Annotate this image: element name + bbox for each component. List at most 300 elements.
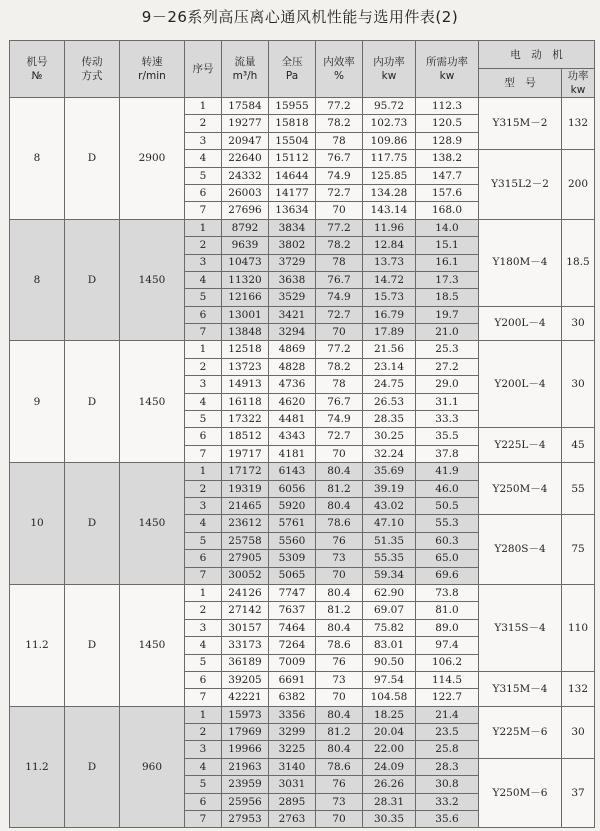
- header-motor-model: 型 号: [479, 69, 562, 98]
- cell-required-power: 41.9: [416, 463, 479, 480]
- cell-required-power: 147.7: [416, 167, 479, 184]
- cell-flow: 19277: [222, 115, 269, 132]
- cell-inner-power: 16.79: [363, 306, 416, 323]
- cell-efficiency: 70: [316, 689, 363, 706]
- cell-required-power: 19.7: [416, 306, 479, 323]
- table-body: [10, 98, 595, 828]
- header-drive: 传动 方式: [65, 41, 120, 98]
- group-machine-no: 11.2: [10, 584, 65, 706]
- cell-inner-power: 97.54: [363, 671, 416, 688]
- cell-inner-power: 26.26: [363, 776, 416, 793]
- cell-seq: 3: [185, 254, 222, 271]
- cell-flow: 13723: [222, 358, 269, 375]
- cell-seq: 7: [185, 324, 222, 341]
- motor-model: Y315S－4: [479, 584, 562, 671]
- cell-seq: 1: [185, 463, 222, 480]
- cell-pressure: 4828: [269, 358, 316, 375]
- cell-inner-power: 117.75: [363, 150, 416, 167]
- cell-efficiency: 78.2: [316, 358, 363, 375]
- cell-efficiency: 76.7: [316, 271, 363, 288]
- cell-seq: 3: [185, 619, 222, 636]
- cell-flow: 27905: [222, 550, 269, 567]
- cell-required-power: 33.3: [416, 411, 479, 428]
- cell-pressure: 7637: [269, 602, 316, 619]
- cell-required-power: 16.1: [416, 254, 479, 271]
- cell-seq: 1: [185, 584, 222, 601]
- cell-flow: 12518: [222, 341, 269, 358]
- cell-inner-power: 39.19: [363, 480, 416, 497]
- cell-inner-power: 28.35: [363, 411, 416, 428]
- cell-inner-power: 32.24: [363, 445, 416, 462]
- cell-pressure: 4181: [269, 445, 316, 462]
- cell-flow: 17172: [222, 463, 269, 480]
- cell-required-power: 18.5: [416, 289, 479, 306]
- cell-inner-power: 109.86: [363, 132, 416, 149]
- group-machine-no: 8: [10, 219, 65, 341]
- cell-pressure: 7264: [269, 637, 316, 654]
- cell-flow: 16118: [222, 393, 269, 410]
- cell-required-power: 112.3: [416, 98, 479, 115]
- header-machine-no: 机号 №: [10, 41, 65, 98]
- group-speed: 960: [120, 706, 185, 828]
- cell-inner-power: 62.90: [363, 584, 416, 601]
- cell-inner-power: 24.09: [363, 758, 416, 775]
- cell-required-power: 21.4: [416, 706, 479, 723]
- cell-inner-power: 26.53: [363, 393, 416, 410]
- cell-seq: 7: [185, 202, 222, 219]
- cell-seq: 6: [185, 550, 222, 567]
- cell-pressure: 3638: [269, 271, 316, 288]
- cell-seq: 5: [185, 289, 222, 306]
- cell-pressure: 6691: [269, 671, 316, 688]
- group-speed: 1450: [120, 341, 185, 463]
- cell-efficiency: 73: [316, 793, 363, 810]
- cell-required-power: 89.0: [416, 619, 479, 636]
- cell-efficiency: 73: [316, 550, 363, 567]
- header-motor-power: 功率 kw: [562, 69, 595, 98]
- cell-flow: 36189: [222, 654, 269, 671]
- cell-inner-power: 11.96: [363, 219, 416, 236]
- cell-seq: 5: [185, 411, 222, 428]
- cell-efficiency: 80.4: [316, 741, 363, 758]
- cell-flow: 24332: [222, 167, 269, 184]
- cell-pressure: 15955: [269, 98, 316, 115]
- cell-inner-power: 51.35: [363, 532, 416, 549]
- cell-flow: 23959: [222, 776, 269, 793]
- cell-efficiency: 70: [316, 567, 363, 584]
- header-speed: 转速 r/min: [120, 41, 185, 98]
- cell-inner-power: 59.34: [363, 567, 416, 584]
- cell-seq: 1: [185, 341, 222, 358]
- cell-efficiency: 80.4: [316, 584, 363, 601]
- cell-flow: 11320: [222, 271, 269, 288]
- cell-efficiency: 76: [316, 532, 363, 549]
- cell-seq: 2: [185, 115, 222, 132]
- cell-pressure: 7747: [269, 584, 316, 601]
- cell-seq: 4: [185, 637, 222, 654]
- cell-inner-power: 83.01: [363, 637, 416, 654]
- header-pressure: 全压 Pa: [269, 41, 316, 98]
- cell-efficiency: 70: [316, 324, 363, 341]
- group-speed: 1450: [120, 463, 185, 585]
- cell-required-power: 33.2: [416, 793, 479, 810]
- group-drive: D: [65, 463, 120, 585]
- cell-required-power: 14.0: [416, 219, 479, 236]
- cell-pressure: 5309: [269, 550, 316, 567]
- cell-seq: 6: [185, 306, 222, 323]
- cell-pressure: 5920: [269, 497, 316, 514]
- cell-required-power: 25.8: [416, 741, 479, 758]
- cell-pressure: 15818: [269, 115, 316, 132]
- cell-seq: 3: [185, 376, 222, 393]
- cell-efficiency: 76.7: [316, 393, 363, 410]
- cell-efficiency: 81.2: [316, 602, 363, 619]
- cell-pressure: 3031: [269, 776, 316, 793]
- cell-inner-power: 102.73: [363, 115, 416, 132]
- motor-power: 30: [562, 341, 595, 428]
- cell-pressure: 5065: [269, 567, 316, 584]
- cell-required-power: 37.8: [416, 445, 479, 462]
- cell-efficiency: 78: [316, 254, 363, 271]
- cell-flow: 18512: [222, 428, 269, 445]
- cell-flow: 9639: [222, 237, 269, 254]
- cell-seq: 5: [185, 654, 222, 671]
- cell-flow: 19319: [222, 480, 269, 497]
- cell-efficiency: 80.4: [316, 706, 363, 723]
- cell-required-power: 60.3: [416, 532, 479, 549]
- cell-inner-power: 22.00: [363, 741, 416, 758]
- cell-required-power: 31.1: [416, 393, 479, 410]
- cell-efficiency: 72.7: [316, 428, 363, 445]
- cell-pressure: 3299: [269, 724, 316, 741]
- cell-flow: 17584: [222, 98, 269, 115]
- cell-efficiency: 81.2: [316, 724, 363, 741]
- cell-seq: 7: [185, 445, 222, 462]
- cell-pressure: 7009: [269, 654, 316, 671]
- cell-pressure: 3294: [269, 324, 316, 341]
- cell-required-power: 17.3: [416, 271, 479, 288]
- cell-inner-power: 20.04: [363, 724, 416, 741]
- cell-pressure: 3529: [269, 289, 316, 306]
- cell-required-power: 114.5: [416, 671, 479, 688]
- cell-efficiency: 78: [316, 132, 363, 149]
- cell-required-power: 46.0: [416, 480, 479, 497]
- cell-efficiency: 81.2: [316, 480, 363, 497]
- header-seq: 序号: [185, 41, 222, 98]
- cell-efficiency: 70: [316, 202, 363, 219]
- motor-power: 132: [562, 98, 595, 150]
- cell-seq: 5: [185, 532, 222, 549]
- cell-flow: 17322: [222, 411, 269, 428]
- cell-seq: 4: [185, 515, 222, 532]
- cell-pressure: 5560: [269, 532, 316, 549]
- cell-required-power: 168.0: [416, 202, 479, 219]
- cell-required-power: 21.0: [416, 324, 479, 341]
- cell-flow: 20947: [222, 132, 269, 149]
- group-drive: D: [65, 584, 120, 706]
- cell-inner-power: 30.35: [363, 811, 416, 828]
- cell-required-power: 27.2: [416, 358, 479, 375]
- cell-seq: 6: [185, 184, 222, 201]
- header-efficiency: 内效率 %: [316, 41, 363, 98]
- cell-required-power: 35.5: [416, 428, 479, 445]
- cell-efficiency: 72.7: [316, 306, 363, 323]
- group-machine-no: 8: [10, 98, 65, 220]
- cell-inner-power: 17.89: [363, 324, 416, 341]
- cell-required-power: 30.8: [416, 776, 479, 793]
- group-drive: D: [65, 219, 120, 341]
- cell-required-power: 138.2: [416, 150, 479, 167]
- cell-seq: 5: [185, 167, 222, 184]
- cell-efficiency: 80.4: [316, 497, 363, 514]
- cell-seq: 4: [185, 150, 222, 167]
- cell-pressure: 5761: [269, 515, 316, 532]
- page-title: 9－26系列高压离心通风机性能与选用件表(2): [141, 8, 459, 26]
- table-row: [10, 219, 595, 236]
- cell-required-power: 120.5: [416, 115, 479, 132]
- cell-seq: 2: [185, 358, 222, 375]
- cell-required-power: 23.5: [416, 724, 479, 741]
- cell-seq: 4: [185, 271, 222, 288]
- motor-model: Y225L－4: [479, 428, 562, 463]
- cell-pressure: 2763: [269, 811, 316, 828]
- cell-pressure: 4620: [269, 393, 316, 410]
- motor-model: Y200L－4: [479, 306, 562, 341]
- motor-model: Y250M－6: [479, 758, 562, 828]
- motor-model: Y315M－4: [479, 671, 562, 706]
- cell-flow: 23612: [222, 515, 269, 532]
- cell-flow: 15973: [222, 706, 269, 723]
- cell-required-power: 122.7: [416, 689, 479, 706]
- cell-seq: 7: [185, 811, 222, 828]
- cell-efficiency: 76: [316, 776, 363, 793]
- group-machine-no: 9: [10, 341, 65, 463]
- cell-pressure: 6382: [269, 689, 316, 706]
- cell-flow: 30157: [222, 619, 269, 636]
- motor-power: 132: [562, 671, 595, 706]
- cell-required-power: 128.9: [416, 132, 479, 149]
- cell-efficiency: 78: [316, 376, 363, 393]
- motor-model: Y225M－6: [479, 706, 562, 758]
- cell-required-power: 157.6: [416, 184, 479, 201]
- cell-flow: 22640: [222, 150, 269, 167]
- motor-power: 30: [562, 706, 595, 758]
- table-row: [10, 584, 595, 601]
- cell-required-power: 25.3: [416, 341, 479, 358]
- cell-pressure: 6143: [269, 463, 316, 480]
- cell-seq: 2: [185, 724, 222, 741]
- cell-flow: 19717: [222, 445, 269, 462]
- cell-seq: 1: [185, 98, 222, 115]
- cell-pressure: 3421: [269, 306, 316, 323]
- cell-flow: 8792: [222, 219, 269, 236]
- cell-efficiency: 77.2: [316, 219, 363, 236]
- cell-pressure: 14644: [269, 167, 316, 184]
- cell-pressure: 2895: [269, 793, 316, 810]
- table-row: [10, 98, 595, 115]
- cell-flow: 42221: [222, 689, 269, 706]
- motor-power: 45: [562, 428, 595, 463]
- group-speed: 1450: [120, 219, 185, 341]
- cell-inner-power: 125.85: [363, 167, 416, 184]
- motor-power: 200: [562, 150, 595, 220]
- cell-required-power: 50.5: [416, 497, 479, 514]
- cell-seq: 4: [185, 393, 222, 410]
- cell-flow: 12166: [222, 289, 269, 306]
- motor-power: 55: [562, 463, 595, 515]
- cell-flow: 26003: [222, 184, 269, 201]
- cell-flow: 13001: [222, 306, 269, 323]
- motor-model: Y250M－4: [479, 463, 562, 515]
- cell-pressure: 3802: [269, 237, 316, 254]
- cell-efficiency: 73: [316, 671, 363, 688]
- cell-required-power: 65.0: [416, 550, 479, 567]
- cell-inner-power: 24.75: [363, 376, 416, 393]
- cell-pressure: 15112: [269, 150, 316, 167]
- cell-efficiency: 78.6: [316, 515, 363, 532]
- cell-seq: 2: [185, 237, 222, 254]
- group-machine-no: 10: [10, 463, 65, 585]
- cell-flow: 21963: [222, 758, 269, 775]
- cell-flow: 27953: [222, 811, 269, 828]
- cell-flow: 19966: [222, 741, 269, 758]
- cell-inner-power: 13.73: [363, 254, 416, 271]
- cell-efficiency: 76.7: [316, 150, 363, 167]
- cell-inner-power: 69.07: [363, 602, 416, 619]
- cell-seq: 1: [185, 219, 222, 236]
- cell-seq: 6: [185, 793, 222, 810]
- cell-required-power: 15.1: [416, 237, 479, 254]
- cell-inner-power: 35.69: [363, 463, 416, 480]
- cell-inner-power: 43.02: [363, 497, 416, 514]
- cell-seq: 6: [185, 671, 222, 688]
- group-drive: D: [65, 706, 120, 828]
- motor-power: 75: [562, 515, 595, 585]
- header-required-power: 所需功率 kw: [416, 41, 479, 98]
- cell-seq: 3: [185, 132, 222, 149]
- cell-required-power: 55.3: [416, 515, 479, 532]
- group-speed: 2900: [120, 98, 185, 220]
- cell-inner-power: 134.28: [363, 184, 416, 201]
- cell-required-power: 35.6: [416, 811, 479, 828]
- cell-inner-power: 21.56: [363, 341, 416, 358]
- table-row: [10, 706, 595, 723]
- cell-required-power: 73.8: [416, 584, 479, 601]
- cell-seq: 3: [185, 741, 222, 758]
- motor-model: Y280S－4: [479, 515, 562, 585]
- cell-pressure: 3729: [269, 254, 316, 271]
- cell-inner-power: 104.58: [363, 689, 416, 706]
- motor-power: 30: [562, 306, 595, 341]
- cell-flow: 13848: [222, 324, 269, 341]
- cell-seq: 2: [185, 480, 222, 497]
- cell-efficiency: 74.9: [316, 289, 363, 306]
- cell-efficiency: 70: [316, 811, 363, 828]
- cell-flow: 24126: [222, 584, 269, 601]
- cell-efficiency: 77.2: [316, 341, 363, 358]
- motor-power: 110: [562, 584, 595, 671]
- cell-required-power: 69.6: [416, 567, 479, 584]
- cell-seq: 2: [185, 602, 222, 619]
- cell-pressure: 4736: [269, 376, 316, 393]
- cell-flow: 27142: [222, 602, 269, 619]
- cell-pressure: 3834: [269, 219, 316, 236]
- motor-model: Y315M－2: [479, 98, 562, 150]
- cell-inner-power: 47.10: [363, 515, 416, 532]
- performance-table: [9, 40, 595, 828]
- cell-inner-power: 12.84: [363, 237, 416, 254]
- motor-model: Y200L－4: [479, 341, 562, 428]
- cell-required-power: 97.4: [416, 637, 479, 654]
- cell-seq: 7: [185, 689, 222, 706]
- group-drive: D: [65, 341, 120, 463]
- cell-flow: 14913: [222, 376, 269, 393]
- cell-pressure: 3140: [269, 758, 316, 775]
- cell-efficiency: 78.2: [316, 237, 363, 254]
- header-flow: 流量 m³/h: [222, 41, 269, 98]
- cell-flow: 25758: [222, 532, 269, 549]
- cell-seq: 7: [185, 567, 222, 584]
- cell-seq: 5: [185, 776, 222, 793]
- cell-inner-power: 18.25: [363, 706, 416, 723]
- cell-inner-power: 55.35: [363, 550, 416, 567]
- group-drive: D: [65, 98, 120, 220]
- cell-efficiency: 72.7: [316, 184, 363, 201]
- cell-seq: 6: [185, 428, 222, 445]
- cell-required-power: 29.0: [416, 376, 479, 393]
- cell-pressure: 4343: [269, 428, 316, 445]
- cell-required-power: 81.0: [416, 602, 479, 619]
- cell-inner-power: 75.82: [363, 619, 416, 636]
- cell-flow: 21465: [222, 497, 269, 514]
- cell-flow: 10473: [222, 254, 269, 271]
- cell-seq: 1: [185, 706, 222, 723]
- cell-pressure: 7464: [269, 619, 316, 636]
- cell-flow: 17969: [222, 724, 269, 741]
- cell-efficiency: 78.6: [316, 637, 363, 654]
- cell-efficiency: 80.4: [316, 463, 363, 480]
- cell-pressure: 4481: [269, 411, 316, 428]
- cell-efficiency: 70: [316, 445, 363, 462]
- cell-efficiency: 74.9: [316, 411, 363, 428]
- cell-inner-power: 30.25: [363, 428, 416, 445]
- cell-pressure: 14177: [269, 184, 316, 201]
- cell-required-power: 28.3: [416, 758, 479, 775]
- cell-efficiency: 80.4: [316, 619, 363, 636]
- cell-seq: 3: [185, 497, 222, 514]
- cell-flow: 25956: [222, 793, 269, 810]
- cell-inner-power: 23.14: [363, 358, 416, 375]
- table-row: [10, 341, 595, 358]
- cell-inner-power: 28.31: [363, 793, 416, 810]
- table-header: [10, 41, 595, 98]
- cell-pressure: 13634: [269, 202, 316, 219]
- cell-inner-power: 14.72: [363, 271, 416, 288]
- cell-inner-power: 15.73: [363, 289, 416, 306]
- cell-flow: 30052: [222, 567, 269, 584]
- cell-efficiency: 77.2: [316, 98, 363, 115]
- table-row: [10, 463, 595, 480]
- cell-pressure: 3225: [269, 741, 316, 758]
- cell-pressure: 3356: [269, 706, 316, 723]
- cell-pressure: 4869: [269, 341, 316, 358]
- cell-flow: 33173: [222, 637, 269, 654]
- cell-flow: 39205: [222, 671, 269, 688]
- cell-efficiency: 74.9: [316, 167, 363, 184]
- cell-efficiency: 76: [316, 654, 363, 671]
- cell-inner-power: 143.14: [363, 202, 416, 219]
- cell-pressure: 6056: [269, 480, 316, 497]
